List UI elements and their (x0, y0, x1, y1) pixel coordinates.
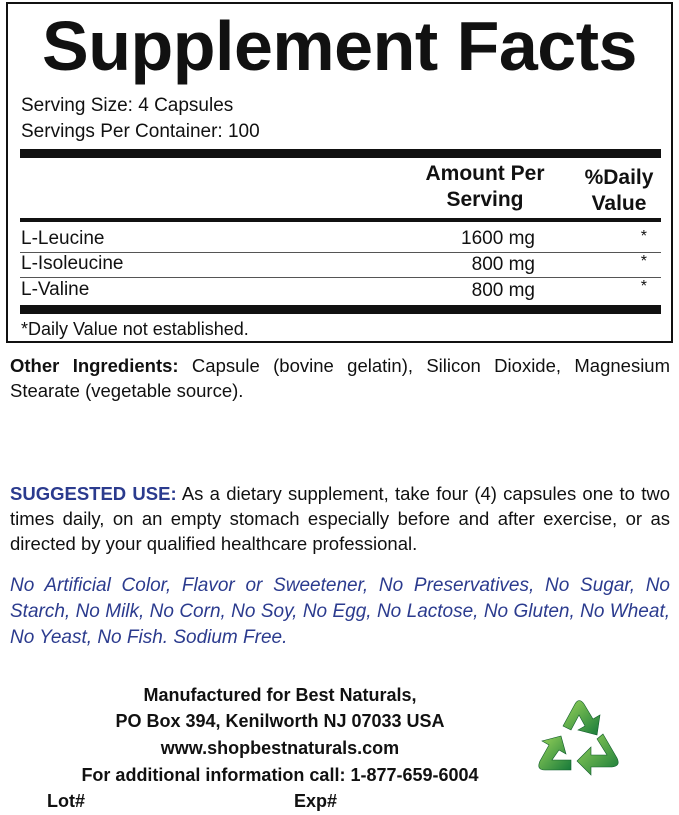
ingredient-name: L-Leucine (21, 228, 105, 249)
ingredient-name: L-Valine (21, 279, 90, 300)
lot-number-label: Lot# (47, 791, 85, 811)
ingredient-amount: 800 mg (471, 254, 535, 275)
suggested-use-text: As a dietary supplement, take four (4) capsules one to two times daily, on an empty stomach especially before and after exercise, or as directed by your qualified healthcare professional. (10, 483, 671, 554)
ingredient-daily-value: * (640, 253, 647, 270)
ingredient-daily-value: * (640, 228, 647, 245)
expiration-label: Exp# (294, 791, 338, 811)
panel-title: Supplement Facts (42, 7, 637, 85)
supplement-facts-panel (6, 2, 673, 343)
suggested-use-label: SUGGESTED USE: (10, 483, 177, 504)
recycle-icon (524, 688, 630, 788)
serving-size: Serving Size: 4 Capsules (21, 95, 234, 116)
servings-per-container: Servings Per Container: 100 (21, 121, 260, 142)
divider-thick-top (20, 149, 661, 158)
divider-thick-bottom (20, 305, 661, 314)
manufacturer-name: Manufactured for Best Naturals, (143, 685, 417, 705)
other-ingredients-text: Capsule (bovine gelatin), Silicon Dioxide, Magnesium Stearate (vegetable source). (10, 355, 670, 401)
other-ingredients-label: Other Ingredients: (10, 355, 179, 376)
ingredient-amount: 800 mg (471, 280, 535, 301)
row-divider (20, 277, 661, 278)
other-ingredients (10, 353, 670, 403)
manufacturer-website: www.shopbestnaturals.com (160, 738, 400, 758)
free-from-statement: No Artificial Color, Flavor or Sweetener, No Preservatives, No Sugar, No Starch, No Milk, No Corn, No Soy, No Egg, No Lactose, No Gluten, No Wheat, No Yeast, No Fish. Sodium Free. (10, 575, 670, 648)
daily-value-footnote: *Daily Value not established. (21, 319, 249, 339)
divider-header (20, 218, 661, 222)
suggested-use (10, 481, 670, 556)
manufacturer-phone: For additional information call: 1-877-659-6004 (81, 765, 479, 785)
ingredient-daily-value: * (640, 278, 647, 295)
column-header-daily-value: %Daily Value (584, 166, 654, 215)
manufacturer-address: PO Box 394, Kenilworth NJ 07033 USA (115, 711, 445, 731)
ingredient-name: L-Isoleucine (21, 253, 124, 274)
ingredient-amount: 1600 mg (461, 228, 535, 249)
column-header-amount: Amount Per Serving (425, 162, 545, 211)
